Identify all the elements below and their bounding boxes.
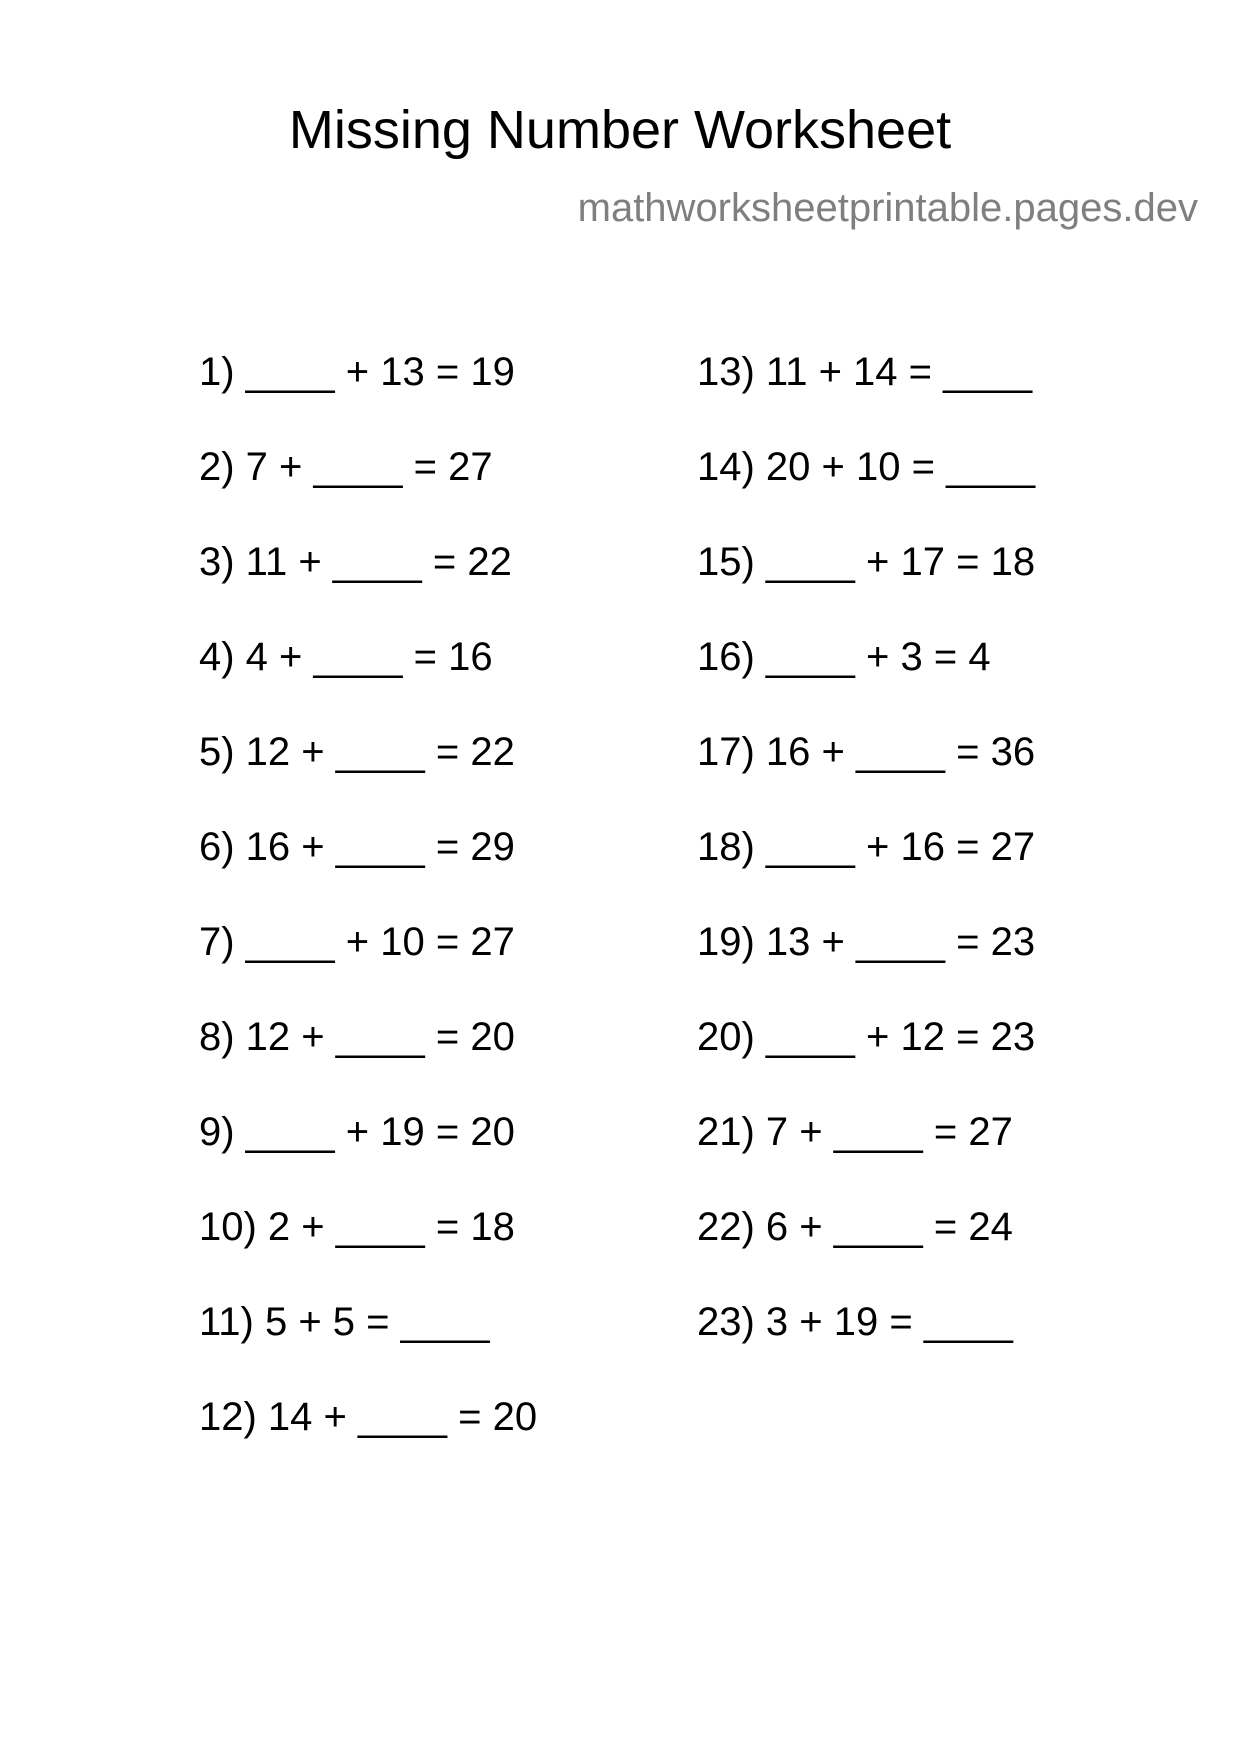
problem-13: 13) 11 + 14 = ____ — [697, 350, 1033, 394]
problem-21: 21) 7 + ____ = 27 — [697, 1110, 1013, 1154]
worksheet-title: Missing Number Worksheet — [288, 100, 952, 160]
problem-18: 18) ____ + 16 = 27 — [697, 825, 1036, 869]
problem-5: 5) 12 + ____ = 22 — [199, 730, 515, 774]
problem-20: 20) ____ + 12 = 23 — [697, 1015, 1036, 1059]
problem-11: 11) 5 + 5 = ____ — [199, 1300, 490, 1344]
problem-8: 8) 12 + ____ = 20 — [199, 1015, 515, 1059]
problem-23: 23) 3 + 19 = ____ — [697, 1300, 1013, 1344]
website-url: mathworksheetprintable.pages.dev — [577, 186, 1198, 230]
problem-15: 15) ____ + 17 = 18 — [697, 540, 1036, 584]
problem-4: 4) 4 + ____ = 16 — [199, 635, 493, 679]
problem-9: 9) ____ + 19 = 20 — [199, 1110, 515, 1154]
problem-10: 10) 2 + ____ = 18 — [199, 1205, 515, 1249]
problem-1: 1) ____ + 13 = 19 — [199, 350, 515, 394]
problems-column-right — [697, 348, 1035, 1393]
problem-7: 7) ____ + 10 = 27 — [199, 920, 515, 964]
problem-2: 2) 7 + ____ = 27 — [199, 445, 493, 489]
problem-3: 3) 11 + ____ = 22 — [199, 540, 512, 584]
problem-17: 17) 16 + ____ = 36 — [697, 730, 1036, 774]
problems-column-left — [199, 348, 537, 1488]
problem-12: 12) 14 + ____ = 20 — [199, 1395, 538, 1439]
problem-6: 6) 16 + ____ = 29 — [199, 825, 515, 869]
problem-19: 19) 13 + ____ = 23 — [697, 920, 1036, 964]
problem-22: 22) 6 + ____ = 24 — [697, 1205, 1013, 1249]
problem-16: 16) ____ + 3 = 4 — [697, 635, 991, 679]
problem-14: 14) 20 + 10 = ____ — [697, 445, 1036, 489]
